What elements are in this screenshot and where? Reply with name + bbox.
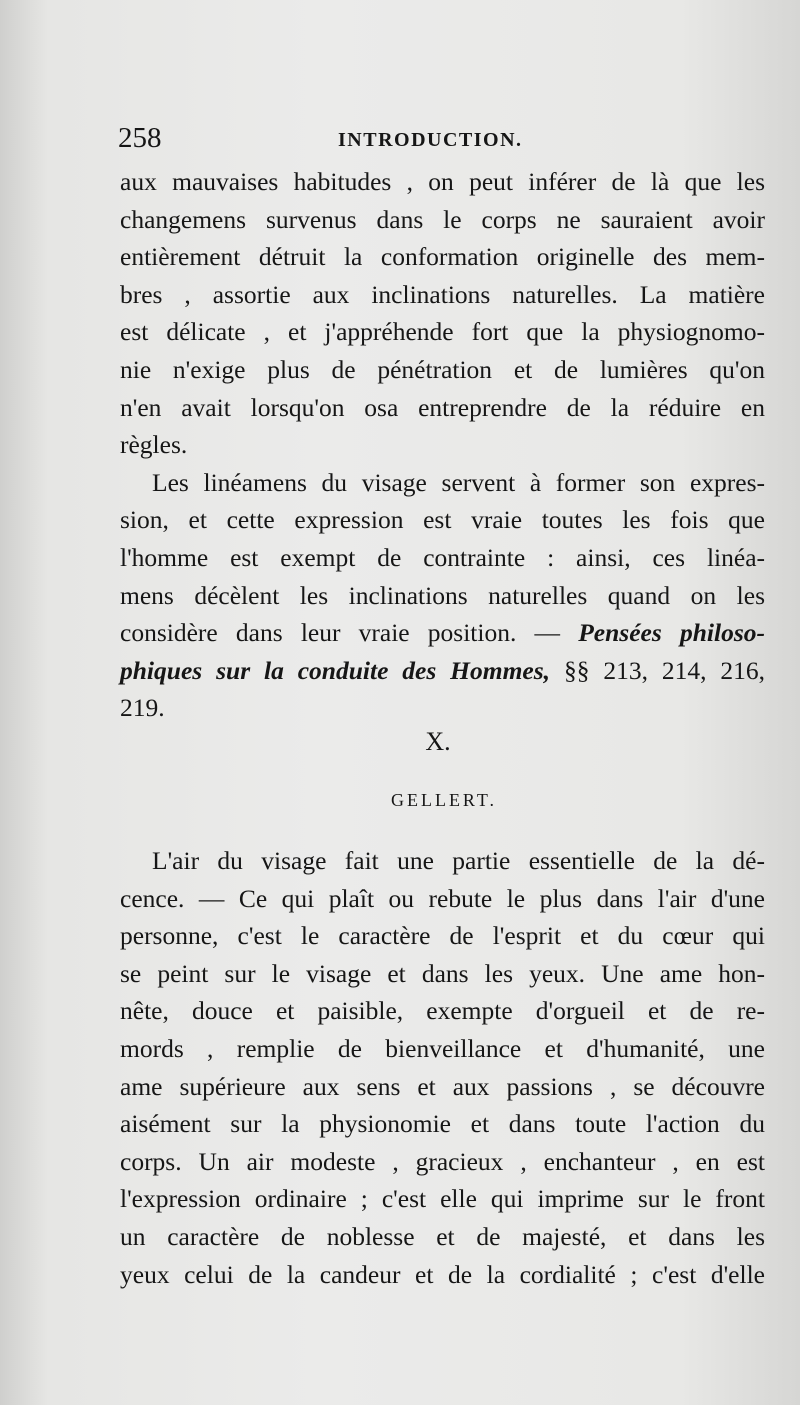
text-line: un caractère de noblesse et de majesté, et dans les bbox=[120, 1221, 765, 1251]
text-line: corps. Un air modeste , gracieux , enchanteur , en est bbox=[120, 1146, 765, 1176]
page-header bbox=[118, 118, 768, 158]
body-text-top bbox=[120, 163, 765, 727]
citation-sections: §§ 213, 214, 216, bbox=[550, 655, 766, 685]
text-line: sion, et cette expression est vraie toutes les fois que bbox=[120, 505, 765, 535]
text-line: personne, c'est le caractère de l'esprit et du cœur qui bbox=[120, 921, 765, 951]
text-line: bres , assortie aux inclinations naturelles. La matière bbox=[120, 279, 765, 309]
text-line: nête, douce et paisible, exempte d'orgueil et de re- bbox=[120, 996, 765, 1026]
citation-title: Pensées philoso- bbox=[578, 618, 765, 648]
text-line: aux mauvaises habitudes , on peut inférer de là que les bbox=[120, 167, 765, 196]
section-heading bbox=[0, 722, 800, 762]
author-name: GELLERT. bbox=[390, 790, 498, 810]
text-line: entièrement détruit la conformation originelle des mem- bbox=[120, 242, 765, 272]
section-number: X. bbox=[425, 727, 451, 756]
text-line: cence. — Ce qui plaît ou rebute le plus dans l'air d'une bbox=[120, 883, 765, 913]
text-span: considère dans leur vraie position. — bbox=[120, 618, 579, 648]
text-line: règles. bbox=[120, 430, 188, 460]
citation-title: phiques sur la conduite des Hommes, bbox=[120, 655, 551, 685]
text-line: changemens survenus dans le corps ne sauraient avoir bbox=[120, 204, 765, 234]
text-line: nie n'exige plus de pénétration et de lumières qu'on bbox=[120, 354, 765, 384]
text-line: yeux celui de la candeur et de la cordialité ; c'est d'elle bbox=[120, 1259, 765, 1289]
text-line: mords , remplie de bienveillance et d'humanité, une bbox=[120, 1033, 765, 1063]
running-head: INTRODUCTION. bbox=[338, 129, 523, 151]
text-line: L'air du visage fait une partie essentielle de la dé- bbox=[152, 846, 765, 875]
page-number: 258 bbox=[118, 122, 162, 154]
text-line-with-citation bbox=[120, 652, 765, 690]
text-line-with-citation bbox=[120, 614, 765, 652]
author-heading bbox=[0, 785, 800, 815]
text-line: l'homme est exempt de contrainte : ainsi, ces linéa- bbox=[120, 542, 765, 572]
text-line: 219. bbox=[120, 693, 165, 723]
text-line: n'en avait lorsqu'on osa entreprendre de la réduire en bbox=[120, 392, 765, 422]
text-line: se peint sur le visage et dans les yeux. Une ame hon- bbox=[120, 958, 765, 988]
body-text-bottom bbox=[120, 842, 765, 1293]
text-line: est délicate , et j'appréhende fort que la physiognomo- bbox=[120, 317, 765, 347]
text-line: Les linéamens du visage servent à former son expres- bbox=[152, 467, 765, 497]
text-line: l'expression ordinaire ; c'est elle qui imprime sur le front bbox=[120, 1184, 765, 1214]
text-line: ame supérieure aux sens et aux passions , se découvre bbox=[120, 1071, 765, 1101]
text-line: aisément sur la physionomie et dans toute l'action du bbox=[120, 1109, 765, 1139]
text-line: mens décèlent les inclinations naturelles quand on les bbox=[120, 580, 765, 610]
